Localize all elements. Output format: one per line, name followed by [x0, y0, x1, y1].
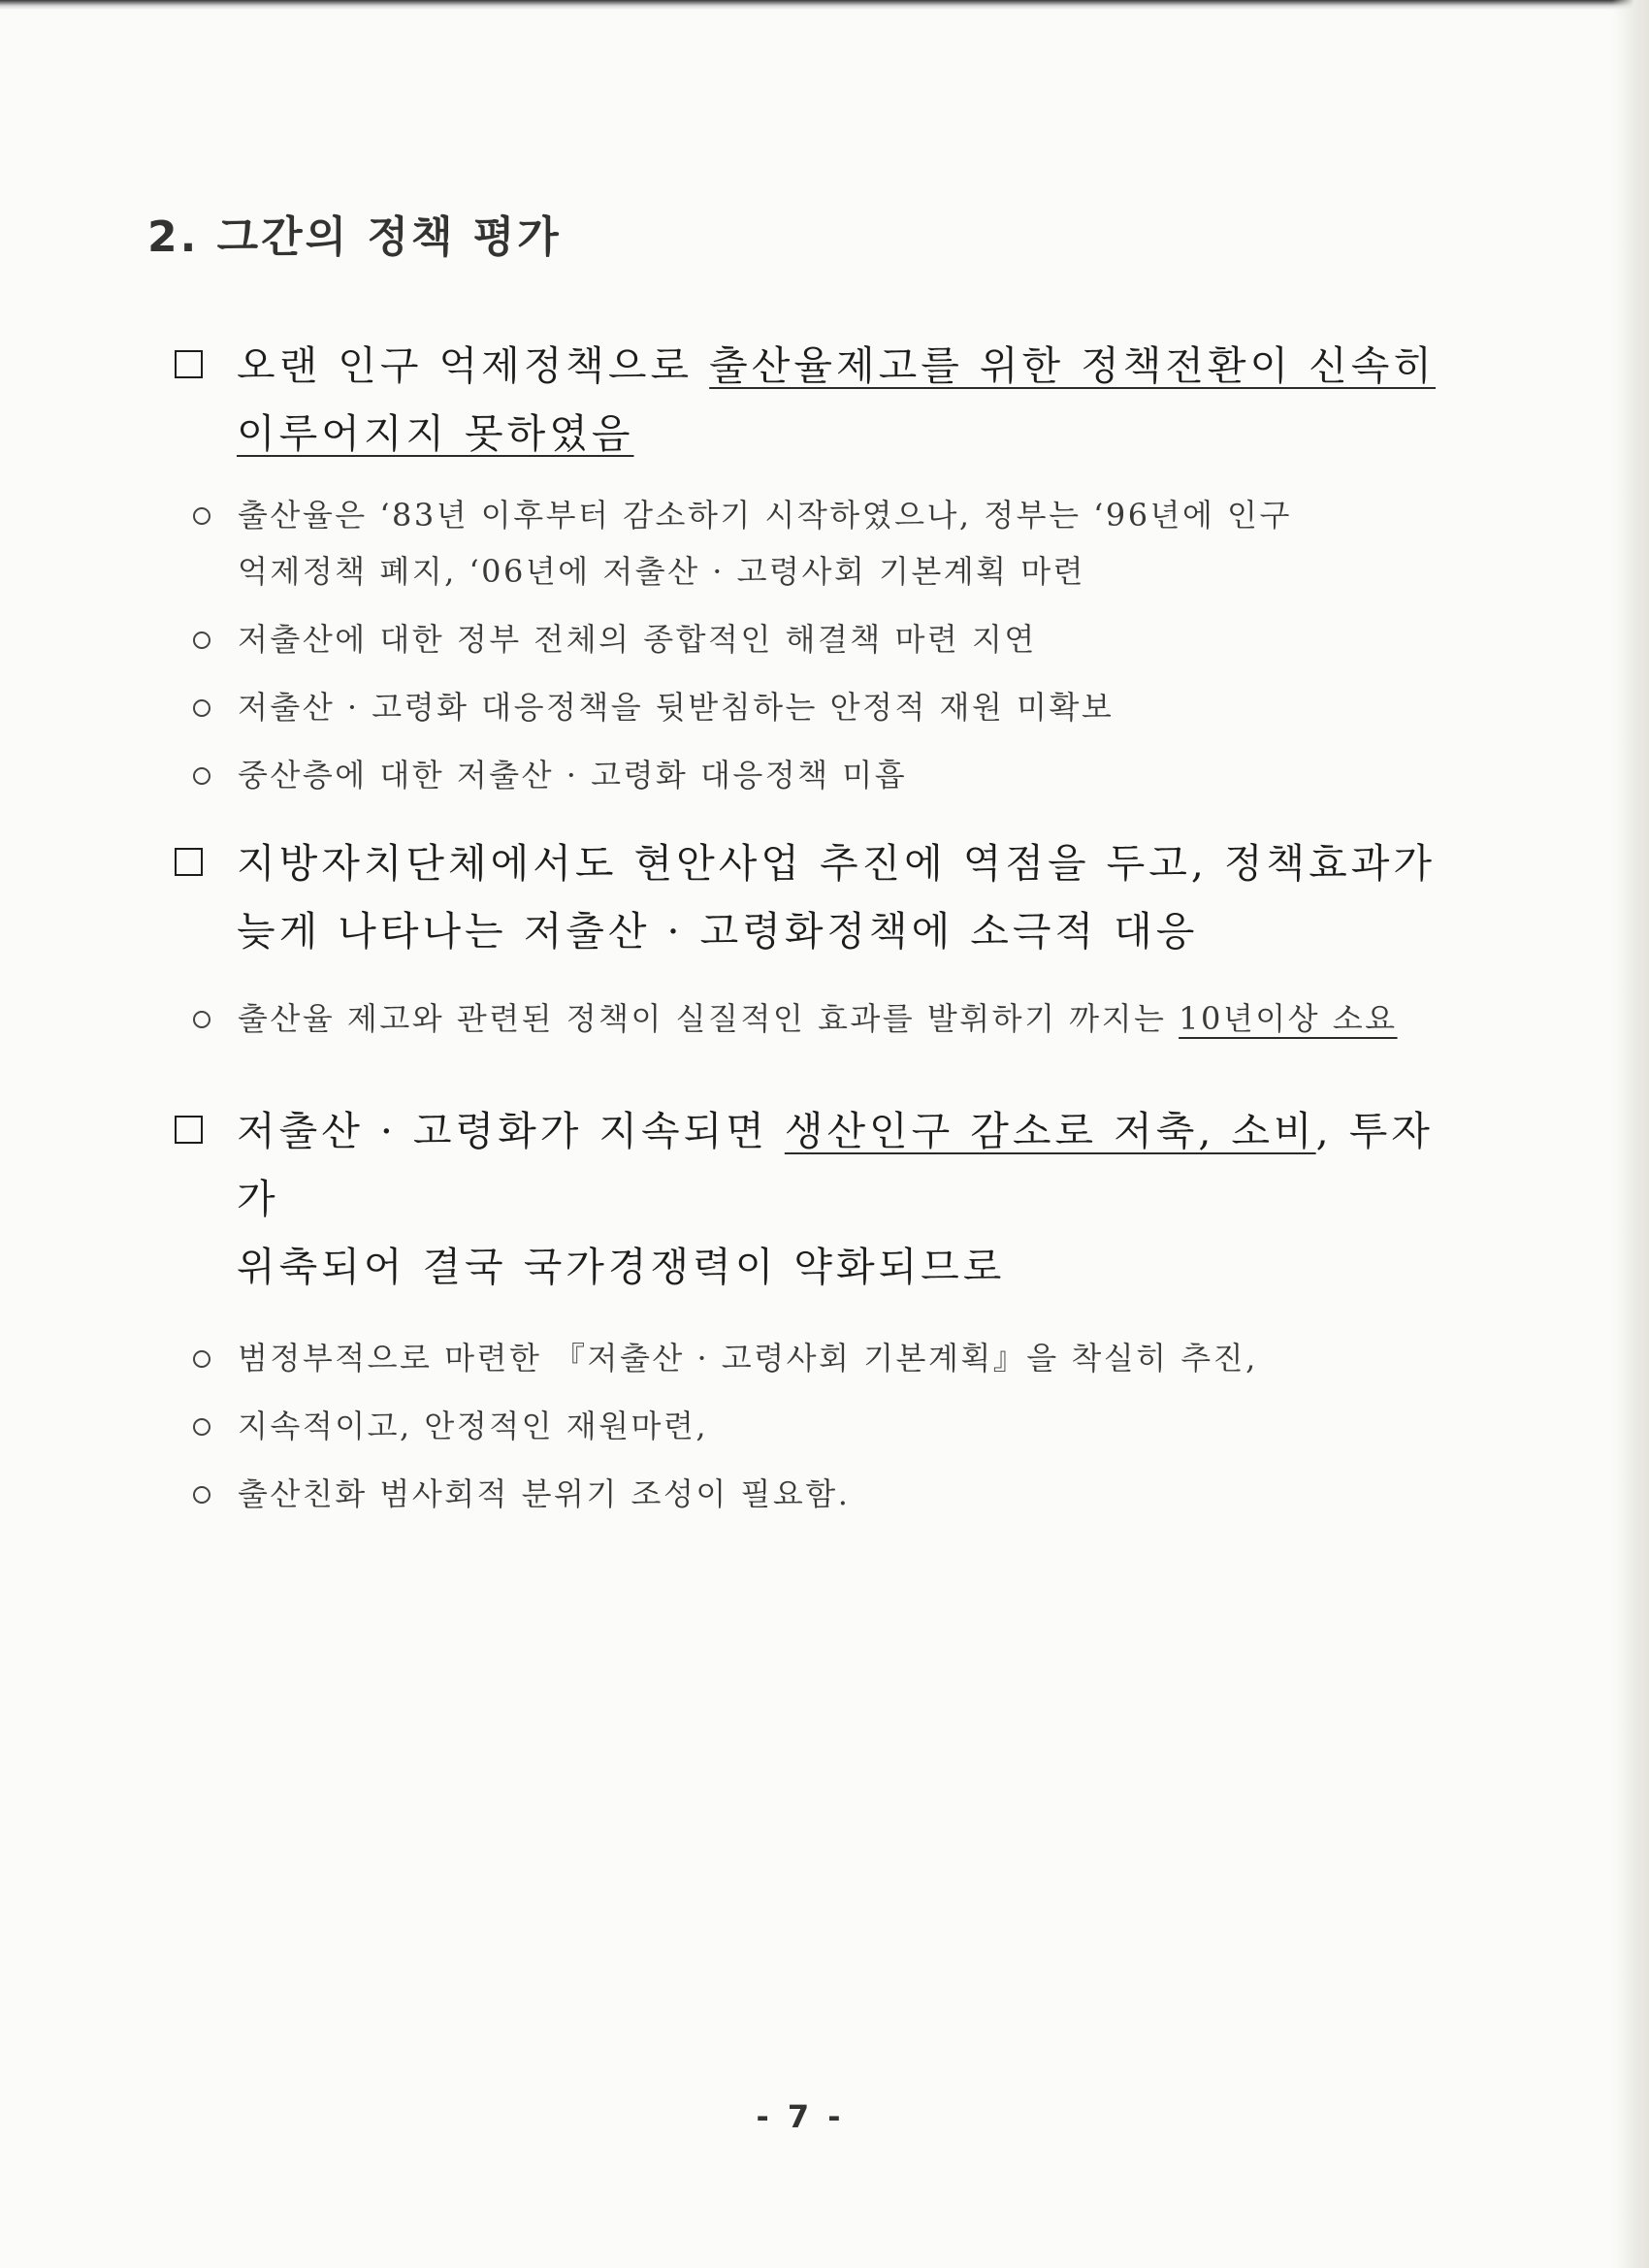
section-1-heading-text: 오랜 인구 억제정책으로 — [237, 342, 710, 389]
bullet-circle-icon — [193, 1418, 210, 1436]
section-3 — [175, 1097, 1455, 1522]
section-1-heading — [175, 332, 1455, 468]
list-item — [175, 679, 1455, 735]
section-3-heading-line2: 위축되어 결국 국가경쟁력이 약화되므로 — [237, 1244, 1006, 1290]
section-3-heading-underlined: 생산인구 감소로 저축, 소비 — [784, 1108, 1316, 1154]
list-item — [175, 1466, 1455, 1522]
section-2 — [175, 829, 1455, 1047]
bullet-circle-icon — [193, 699, 210, 717]
section-1 — [175, 332, 1455, 803]
list-item-text: 중산층에 대한 저출산 · 고령화 대응정책 미흡 — [238, 757, 908, 794]
bullet-circle-icon — [193, 1350, 210, 1368]
section-1-heading-underlined: 출산율제고를 위한 정책전환이 신속히 — [709, 342, 1436, 389]
page-number: - 7 - — [756, 2098, 845, 2135]
checkbox-square-icon — [175, 1116, 203, 1144]
list-item-text: 범정부적으로 마련한 『저출산 · 고령사회 기본계획』을 착실히 추진, — [238, 1340, 1258, 1377]
section-3-heading-tail: , 투자가 — [237, 1108, 1434, 1222]
list-item-text: 저출산 · 고령화 대응정책을 뒷받침하는 안정적 재원 미확보 — [238, 689, 1115, 726]
page-title: 2. 그간의 정책 평가 — [147, 212, 562, 262]
section-2-heading-text: 지방자치단체에서도 현안사업 추진에 역점을 두고, 정책효과가 — [237, 840, 1436, 887]
list-item-text: 출산율 제고와 관련된 정책이 실질적인 효과를 발휘하기 까지는 — [238, 1000, 1180, 1037]
list-item — [175, 487, 1455, 599]
list-item — [175, 747, 1455, 803]
bullet-circle-icon — [193, 767, 210, 785]
bullet-circle-icon — [193, 1011, 210, 1028]
list-item-text: 지속적이고, 안정적인 재원마련, — [238, 1408, 709, 1444]
list-item-text-cont: 억제정책 폐지, ‘06년에 저출산 · 고령사회 기본계획 마련 — [238, 553, 1086, 590]
list-item — [175, 990, 1455, 1047]
section-1-heading-line2: 이루어지지 못하였음 — [237, 410, 634, 457]
checkbox-square-icon — [175, 350, 203, 378]
list-item-text: 출산친화 범사회적 분위기 조성이 필요함. — [238, 1475, 851, 1512]
scan-shadow-right — [1612, 0, 1649, 2268]
list-item-text: 저출산에 대한 정부 전체의 종합적인 해결책 마련 지연 — [238, 621, 1037, 658]
checkbox-square-icon — [175, 848, 203, 876]
list-item — [175, 1398, 1455, 1454]
section-2-heading-line2: 늦게 나타나는 저출산 · 고령화정책에 소극적 대응 — [237, 908, 1199, 955]
list-item-text: 출산율은 ‘83년 이후부터 감소하기 시작하였으나, 정부는 ‘96년에 인구 — [238, 497, 1292, 534]
bullet-circle-icon — [193, 1486, 210, 1504]
list-item — [175, 611, 1455, 667]
section-3-heading — [175, 1097, 1455, 1301]
bullet-circle-icon — [193, 632, 210, 649]
list-item — [175, 1330, 1455, 1386]
section-3-heading-text: 저출산 · 고령화가 지속되면 — [237, 1108, 785, 1154]
scan-shadow-top — [0, 0, 1649, 10]
bullet-circle-icon — [193, 507, 210, 525]
list-item-underlined: 10년이상 소요 — [1179, 1000, 1398, 1037]
section-2-heading — [175, 829, 1455, 965]
